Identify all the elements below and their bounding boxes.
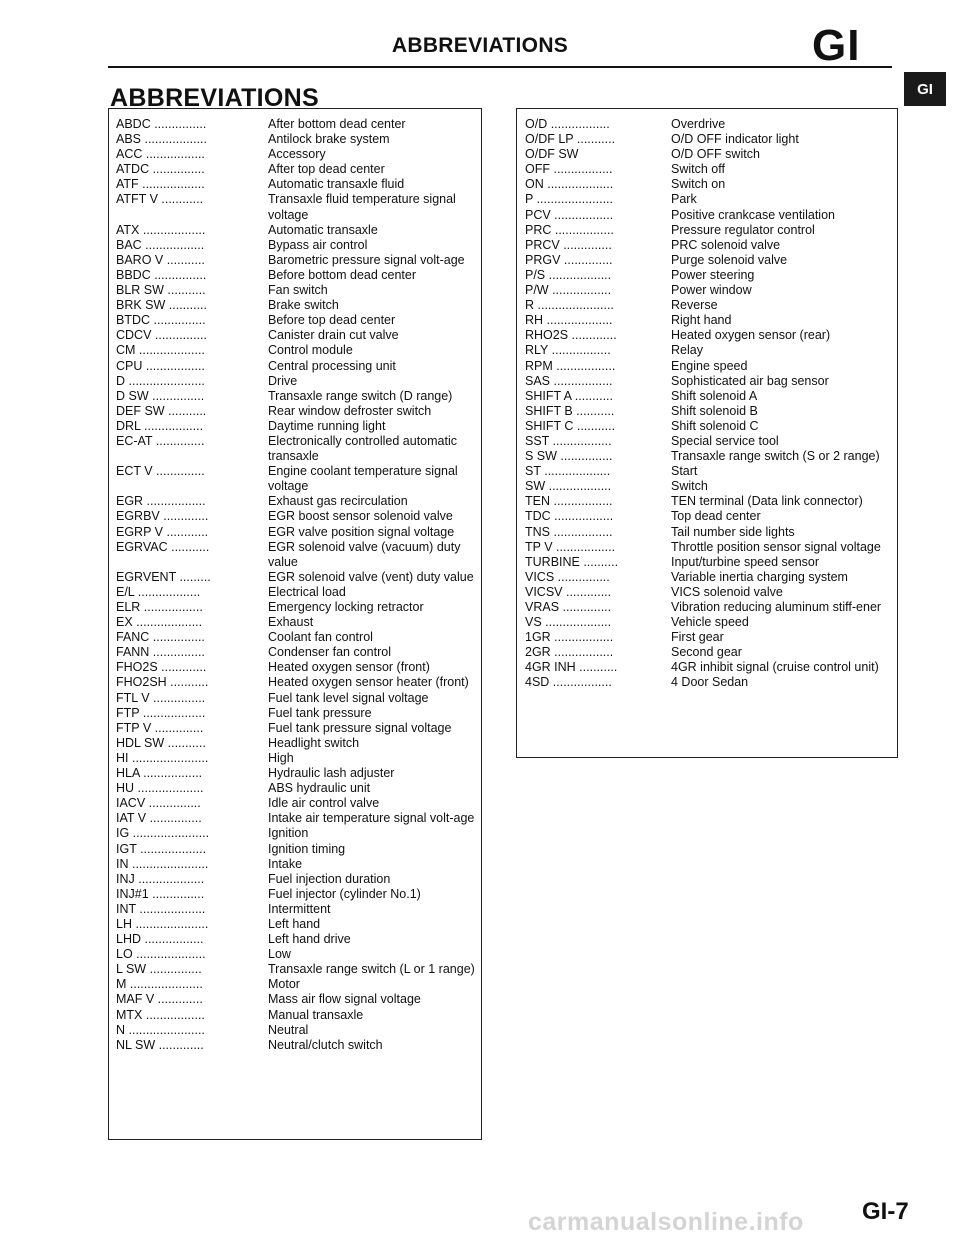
abbreviation-term: INJ ................... xyxy=(116,871,205,886)
abbreviation-definition: After bottom dead center xyxy=(268,117,406,131)
abbreviation-definition: Ignition timing xyxy=(268,841,346,856)
abbreviation-term: INT ................... xyxy=(116,901,206,916)
abbreviation-definition: Input/turbine speed sensor xyxy=(671,554,820,569)
abbreviation-definition: Transaxle range switch (L or 1 range) xyxy=(268,962,475,977)
abbreviation-definition: Exhaust xyxy=(268,615,314,630)
abbreviation-term: IGT ................... xyxy=(116,841,207,856)
abbreviation-term: VRAS .............. xyxy=(525,600,612,614)
abbreviation-row xyxy=(525,525,897,540)
abbreviation-term: SHIFT B ........... xyxy=(525,403,615,418)
abbreviation-row xyxy=(525,147,897,162)
abbreviation-term: SAS ................. xyxy=(525,373,613,388)
abbreviation-definition: Electrical load xyxy=(268,584,346,599)
abbreviation-definition: Positive crankcase ventilation xyxy=(671,207,835,222)
abbreviation-term: 4GR INH ........... xyxy=(525,660,618,675)
abbreviation-definition: Heated oxygen sensor (rear) xyxy=(671,328,831,343)
section-code: GI xyxy=(812,21,861,70)
abbreviation-term: EGRVAC ........... xyxy=(116,539,210,554)
abbreviation-term: RPM ................. xyxy=(525,358,616,373)
abbreviation-definition: Ignition xyxy=(268,826,309,841)
abbreviation-row xyxy=(116,343,481,358)
abbreviation-definition: Low xyxy=(268,947,291,962)
abbreviation-definition: ABS hydraulic unit xyxy=(268,781,371,796)
abbreviation-row xyxy=(116,706,481,721)
abbreviation-definition: Automatic transaxle fluid xyxy=(268,177,405,192)
abbreviation-row xyxy=(116,238,481,253)
section-tab[interactable]: GI xyxy=(904,72,946,106)
abbreviation-term: INJ#1 ............... xyxy=(116,886,205,901)
abbreviation-term: ATX .................. xyxy=(116,222,206,237)
abbreviation-definition: Engine coolant temperature signal voltage xyxy=(268,464,458,494)
abbreviation-row xyxy=(116,842,481,857)
abbreviation-term: TURBINE .......... xyxy=(525,554,619,569)
abbreviation-term: FTP V .............. xyxy=(116,720,204,735)
abbreviation-term: MAF V ............. xyxy=(116,992,203,1007)
abbreviation-term: RH ................... xyxy=(525,313,613,328)
abbreviation-term: SHIFT A ........... xyxy=(525,388,613,403)
abbreviation-term: CDCV ............... xyxy=(116,328,207,343)
abbreviation-term: OFF ................. xyxy=(525,162,613,177)
abbreviation-row xyxy=(116,570,481,585)
abbreviation-term: IACV ............... xyxy=(116,796,201,811)
abbreviation-term: IG ...................... xyxy=(116,826,210,841)
abbreviation-row xyxy=(116,419,481,434)
abbreviation-term: D SW ............... xyxy=(116,388,205,403)
abbreviation-term: BLR SW ........... xyxy=(116,283,206,298)
abbreviation-definition: Brake switch xyxy=(268,298,339,313)
abbreviation-definition: Accessory xyxy=(268,147,326,162)
abbreviation-term: TEN ................. xyxy=(525,494,613,509)
abbreviation-definition: Switch on xyxy=(671,177,726,192)
abbreviation-term: O/D ................. xyxy=(525,117,610,131)
abbreviation-row xyxy=(525,404,897,419)
abbreviation-definition: Canister drain cut valve xyxy=(268,328,399,343)
abbreviation-row xyxy=(525,283,897,298)
abbreviation-row xyxy=(116,434,481,464)
abbreviation-row xyxy=(116,253,481,268)
abbreviation-row xyxy=(116,736,481,751)
abbreviation-row xyxy=(525,298,897,313)
abbreviation-definition: Transaxle range switch (D range) xyxy=(268,388,453,403)
abbreviation-term: R ...................... xyxy=(525,298,614,313)
abbreviation-row xyxy=(116,600,481,615)
abbreviation-definition: VICS solenoid valve xyxy=(671,584,783,599)
abbreviation-row xyxy=(525,509,897,524)
abbreviation-definition: Neutral/clutch switch xyxy=(268,1037,383,1052)
abbreviation-term: P/W ................. xyxy=(525,283,612,298)
abbreviation-row xyxy=(525,223,897,238)
abbreviation-term: LO .................... xyxy=(116,947,206,962)
abbreviation-term: EGRVENT ......... xyxy=(116,569,211,584)
abbreviation-row xyxy=(116,298,481,313)
abbreviation-row xyxy=(116,1038,481,1053)
abbreviation-definition: Power window xyxy=(671,283,752,298)
abbreviation-definition: Condenser fan control xyxy=(268,645,391,660)
abbreviation-term: BRK SW ........... xyxy=(116,298,207,313)
abbreviation-term: O/DF SW xyxy=(525,147,579,162)
abbreviation-term: ATFT V ............ xyxy=(116,192,204,207)
abbreviation-row xyxy=(116,932,481,947)
abbreviation-definition: After top dead center xyxy=(268,162,385,177)
abbreviation-definition: Tail number side lights xyxy=(671,524,795,539)
abbreviation-row xyxy=(525,117,897,132)
abbreviation-definition: TEN terminal (Data link connector) xyxy=(671,494,863,509)
abbreviation-row xyxy=(525,177,897,192)
abbreviation-definition: Fuel tank pressure xyxy=(268,705,372,720)
abbreviation-term: 4SD ................. xyxy=(525,675,612,690)
page-number: GI-7 xyxy=(862,1198,909,1225)
abbreviation-row xyxy=(116,223,481,238)
abbreviation-term: O/DF LP ........... xyxy=(525,132,616,147)
abbreviation-row xyxy=(116,947,481,962)
abbreviation-row xyxy=(116,132,481,147)
abbreviation-row xyxy=(116,268,481,283)
abbreviation-term: DEF SW ........... xyxy=(116,403,207,418)
abbreviation-term: EGRBV ............. xyxy=(116,509,209,524)
abbreviation-term: VS ................... xyxy=(525,615,612,630)
abbreviation-row xyxy=(116,660,481,675)
abbreviation-row xyxy=(116,509,481,524)
abbreviation-term: ABDC ............... xyxy=(116,117,207,131)
abbreviation-term: P/S .................. xyxy=(525,267,612,282)
abbreviation-term: D ...................... xyxy=(116,373,205,388)
abbreviation-row xyxy=(116,645,481,660)
abbreviation-definition: Shift solenoid B xyxy=(671,403,758,418)
abbreviation-row xyxy=(525,192,897,207)
abbreviation-definition: Fuel injector (cylinder No.1) xyxy=(268,886,421,901)
abbreviation-definition: EGR boost sensor solenoid valve xyxy=(268,509,453,524)
abbreviation-definition: O/D OFF switch xyxy=(671,147,760,162)
abbreviation-row xyxy=(525,615,897,630)
abbreviation-term: LH ..................... xyxy=(116,916,209,931)
abbreviation-definition: Bypass air control xyxy=(268,237,368,252)
abbreviation-row xyxy=(116,766,481,781)
abbreviation-definition: Motor xyxy=(268,977,300,992)
abbreviation-row xyxy=(525,268,897,283)
abbreviation-definition: Special service tool xyxy=(671,433,779,448)
abbreviation-row xyxy=(116,872,481,887)
abbreviation-definition: Engine speed xyxy=(671,358,748,373)
abbreviation-definition: Exhaust gas recirculation xyxy=(268,494,408,509)
abbreviation-definition: Control module xyxy=(268,343,353,358)
abbreviation-definition: EGR valve position signal voltage xyxy=(268,524,455,539)
abbreviation-definition: Drive xyxy=(268,373,298,388)
abbreviation-row xyxy=(116,615,481,630)
abbreviation-row xyxy=(525,585,897,600)
abbreviation-term: DRL ................. xyxy=(116,418,204,433)
abbreviation-term: TNS ................. xyxy=(525,524,613,539)
abbreviation-term: ATDC ............... xyxy=(116,162,205,177)
abbreviation-term: 2GR ................. xyxy=(525,645,614,660)
abbreviation-definition: Central processing unit xyxy=(268,358,396,373)
abbreviation-row xyxy=(116,977,481,992)
abbreviation-row xyxy=(116,540,481,570)
abbreviation-term: ATF .................. xyxy=(116,177,205,192)
abbreviation-term: EC-AT .............. xyxy=(116,433,205,448)
section-title: ABBREVIATIONS xyxy=(110,84,320,112)
abbreviation-term: FTL V ............... xyxy=(116,690,206,705)
abbreviation-definition: Fuel tank pressure signal voltage xyxy=(268,720,452,735)
abbreviation-term: ST ................... xyxy=(525,464,611,479)
abbreviation-row xyxy=(116,177,481,192)
abbreviation-row xyxy=(116,404,481,419)
abbreviation-definition: Antilock brake system xyxy=(268,132,390,147)
watermark: carmanualsonline.info xyxy=(528,1208,804,1236)
abbreviation-row xyxy=(116,826,481,841)
abbreviation-row xyxy=(116,1008,481,1023)
abbreviation-row xyxy=(525,479,897,494)
abbreviation-definition: Vehicle speed xyxy=(671,615,749,630)
abbreviation-term: N ...................... xyxy=(116,1022,205,1037)
abbreviation-definition: Barometric pressure signal volt-age xyxy=(268,252,465,267)
abbreviation-row xyxy=(116,751,481,766)
abbreviation-row xyxy=(525,540,897,555)
abbreviation-row xyxy=(525,645,897,660)
abbreviation-row xyxy=(116,525,481,540)
abbreviation-term: EGR ................. xyxy=(116,494,206,509)
abbreviation-definition: 4 Door Sedan xyxy=(671,675,749,690)
page-header-title: ABBREVIATIONS xyxy=(391,34,569,57)
abbreviation-row xyxy=(116,374,481,389)
abbreviation-definition: O/D OFF indicator light xyxy=(671,132,799,147)
abbreviation-term: TP V ................. xyxy=(525,539,616,554)
abbreviation-definition: Left hand drive xyxy=(268,932,351,947)
abbreviation-row xyxy=(525,675,897,690)
abbreviation-definition: Transaxle range switch (S or 2 range) xyxy=(671,449,880,464)
abbreviation-term: MTX ................. xyxy=(116,1007,205,1022)
abbreviation-row xyxy=(116,887,481,902)
abbreviation-row xyxy=(116,328,481,343)
abbreviation-term: FANC ............... xyxy=(116,630,205,645)
abbreviation-row xyxy=(116,147,481,162)
abbreviation-row xyxy=(116,902,481,917)
abbreviation-term: HDL SW ........... xyxy=(116,735,206,750)
abbreviation-term: ON ................... xyxy=(525,177,614,192)
abbreviation-term: M ..................... xyxy=(116,977,203,992)
abbreviation-term: LHD ................. xyxy=(116,932,204,947)
abbreviation-row xyxy=(525,434,897,449)
abbreviation-row xyxy=(525,253,897,268)
abbreviation-definition: Park xyxy=(671,192,697,207)
abbreviation-definition: EGR solenoid valve (vacuum) duty value xyxy=(268,539,461,569)
abbreviation-row xyxy=(116,857,481,872)
abbreviation-definition: Right hand xyxy=(671,313,732,328)
abbreviation-definition: Relay xyxy=(671,343,703,358)
abbreviation-row xyxy=(116,675,481,690)
abbreviation-definition: Sophisticated air bag sensor xyxy=(671,373,829,388)
abbreviation-definition: 4GR inhibit signal (cruise control unit) xyxy=(671,660,879,675)
abbreviation-row xyxy=(525,660,897,675)
abbreviation-row xyxy=(525,494,897,509)
abbreviation-definition: Shift solenoid A xyxy=(671,388,758,403)
abbreviation-definition: Electronically controlled automatic transaxle xyxy=(268,433,457,464)
abbreviation-definition: Reverse xyxy=(671,298,718,313)
abbreviation-term: HI ...................... xyxy=(116,750,209,765)
abbreviation-definition: Daytime running light xyxy=(268,418,386,433)
abbreviation-term: BTDC ............... xyxy=(116,313,206,328)
abbreviation-term: FHO2S ............. xyxy=(116,660,207,675)
abbreviation-definition: Automatic transaxle xyxy=(268,222,378,237)
abbreviation-list-right xyxy=(516,108,898,758)
abbreviation-row xyxy=(116,811,481,826)
abbreviation-definition: Mass air flow signal voltage xyxy=(268,992,421,1007)
abbreviation-definition: Before bottom dead center xyxy=(268,267,417,282)
abbreviation-row xyxy=(525,374,897,389)
abbreviation-term: P ...................... xyxy=(525,192,613,207)
abbreviation-definition: Idle air control valve xyxy=(268,796,380,811)
abbreviation-definition: Power steering xyxy=(671,267,755,282)
abbreviation-term: S SW ............... xyxy=(525,449,613,464)
abbreviation-term: VICS ............... xyxy=(525,569,610,584)
abbreviation-term: EX ................... xyxy=(116,615,203,630)
abbreviation-term: HLA ................. xyxy=(116,766,203,781)
abbreviation-definition: Throttle position sensor signal voltage xyxy=(671,539,881,554)
abbreviation-definition: PRC solenoid valve xyxy=(671,237,781,252)
abbreviation-term: BBDC ............... xyxy=(116,267,207,282)
abbreviation-term: FHO2SH ........... xyxy=(116,675,209,690)
abbreviation-row xyxy=(525,464,897,479)
abbreviation-term: RLY ................. xyxy=(525,343,611,358)
abbreviation-row xyxy=(116,162,481,177)
abbreviation-term: IAT V ............... xyxy=(116,811,202,826)
abbreviation-row xyxy=(116,691,481,706)
abbreviation-term: E/L .................. xyxy=(116,584,201,599)
abbreviation-definition: Start xyxy=(671,464,698,479)
abbreviation-term: SW .................. xyxy=(525,479,612,494)
header-divider xyxy=(108,66,892,68)
abbreviation-row xyxy=(525,570,897,585)
abbreviation-definition: Intake air temperature signal volt-age xyxy=(268,811,475,826)
abbreviation-definition: Transaxle fluid temperature signal voltage xyxy=(268,192,456,222)
abbreviation-definition: Hydraulic lash adjuster xyxy=(268,766,395,781)
abbreviation-row xyxy=(525,132,897,147)
abbreviation-row xyxy=(116,781,481,796)
abbreviation-row xyxy=(525,328,897,343)
abbreviation-row xyxy=(525,419,897,434)
abbreviation-definition: Switch off xyxy=(671,162,725,177)
abbreviation-term: ELR ................. xyxy=(116,600,203,614)
abbreviation-row xyxy=(525,238,897,253)
abbreviation-row xyxy=(525,313,897,328)
abbreviation-definition: Emergency locking retractor xyxy=(268,600,424,614)
abbreviation-definition: Vibration reducing aluminum stiff-ener xyxy=(671,600,882,614)
abbreviation-row xyxy=(525,208,897,223)
abbreviation-row xyxy=(116,962,481,977)
abbreviation-definition: Fuel tank level signal voltage xyxy=(268,690,429,705)
abbreviation-term: CPU ................. xyxy=(116,358,205,373)
abbreviation-definition: First gear xyxy=(671,630,724,645)
abbreviation-term: IN ...................... xyxy=(116,856,209,871)
abbreviation-term: PRGV .............. xyxy=(525,252,613,267)
abbreviation-row xyxy=(525,555,897,570)
abbreviation-term: ABS .................. xyxy=(116,132,207,147)
abbreviation-definition: Variable inertia charging system xyxy=(671,569,848,584)
abbreviation-row xyxy=(525,389,897,404)
abbreviation-row xyxy=(116,117,481,132)
abbreviation-row xyxy=(525,162,897,177)
abbreviation-definition: Purge solenoid valve xyxy=(671,252,788,267)
abbreviation-term: 1GR ................. xyxy=(525,630,614,645)
abbreviation-term: ACC ................. xyxy=(116,147,205,162)
abbreviation-term: CM ................... xyxy=(116,343,205,358)
abbreviation-definition: Headlight switch xyxy=(268,735,360,750)
abbreviation-definition: EGR solenoid valve (vent) duty value xyxy=(268,569,474,584)
abbreviation-row xyxy=(116,721,481,736)
abbreviation-term: PCV ................. xyxy=(525,207,614,222)
abbreviation-term: VICSV ............. xyxy=(525,584,612,599)
abbreviation-row xyxy=(525,630,897,645)
abbreviation-term: HU ................... xyxy=(116,781,204,796)
abbreviation-term: EGRP V ............ xyxy=(116,524,209,539)
abbreviation-definition: Manual transaxle xyxy=(268,1007,364,1022)
abbreviation-row xyxy=(525,600,897,615)
abbreviation-row xyxy=(116,796,481,811)
abbreviation-definition: Coolant fan control xyxy=(268,630,373,645)
abbreviation-row xyxy=(116,630,481,645)
abbreviation-definition: Heated oxygen sensor heater (front) xyxy=(268,675,469,690)
abbreviation-row xyxy=(116,464,481,494)
abbreviation-definition: High xyxy=(268,750,294,765)
abbreviation-definition: Second gear xyxy=(671,645,742,660)
abbreviation-row xyxy=(116,1023,481,1038)
abbreviation-definition: Fan switch xyxy=(268,283,328,298)
abbreviation-definition: Intake xyxy=(268,856,303,871)
abbreviation-row xyxy=(525,359,897,374)
abbreviation-definition: Top dead center xyxy=(671,509,761,524)
abbreviation-definition: Shift solenoid C xyxy=(671,418,759,433)
abbreviation-term: TDC ................. xyxy=(525,509,614,524)
abbreviation-row xyxy=(525,449,897,464)
abbreviation-row xyxy=(116,992,481,1007)
abbreviation-definition: Intermittent xyxy=(268,901,331,916)
abbreviation-row xyxy=(116,585,481,600)
abbreviation-definition: Switch xyxy=(671,479,708,494)
abbreviation-term: PRCV .............. xyxy=(525,237,612,252)
abbreviation-definition: Fuel injection duration xyxy=(268,871,391,886)
abbreviation-row xyxy=(116,313,481,328)
abbreviation-term: FANN ............... xyxy=(116,645,205,660)
abbreviation-term: SHIFT C ........... xyxy=(525,418,616,433)
abbreviation-definition: Pressure regulator control xyxy=(671,222,815,237)
abbreviation-row xyxy=(116,917,481,932)
abbreviation-term: PRC ................. xyxy=(525,222,614,237)
abbreviation-row xyxy=(116,494,481,509)
abbreviation-term: ECT V .............. xyxy=(116,464,205,479)
abbreviation-row xyxy=(116,359,481,374)
abbreviation-term: L SW ............... xyxy=(116,962,202,977)
abbreviation-definition: Overdrive xyxy=(671,117,726,131)
abbreviation-term: BARO V ........... xyxy=(116,252,205,267)
abbreviation-row xyxy=(116,283,481,298)
abbreviation-term: FTP .................. xyxy=(116,705,206,720)
abbreviation-row xyxy=(525,343,897,358)
abbreviation-term: BAC ................. xyxy=(116,237,205,252)
abbreviation-definition: Neutral xyxy=(268,1022,309,1037)
abbreviation-definition: Before top dead center xyxy=(268,313,396,328)
abbreviation-list-left xyxy=(108,108,482,1140)
abbreviation-definition: Heated oxygen sensor (front) xyxy=(268,660,430,675)
abbreviation-row xyxy=(116,192,481,222)
abbreviation-term: SST ................. xyxy=(525,433,612,448)
abbreviation-term: RHO2S ............. xyxy=(525,328,617,343)
abbreviation-definition: Rear window defroster switch xyxy=(268,403,432,418)
abbreviation-definition: Left hand xyxy=(268,916,321,931)
abbreviation-row xyxy=(116,389,481,404)
abbreviation-term: NL SW ............. xyxy=(116,1037,204,1052)
